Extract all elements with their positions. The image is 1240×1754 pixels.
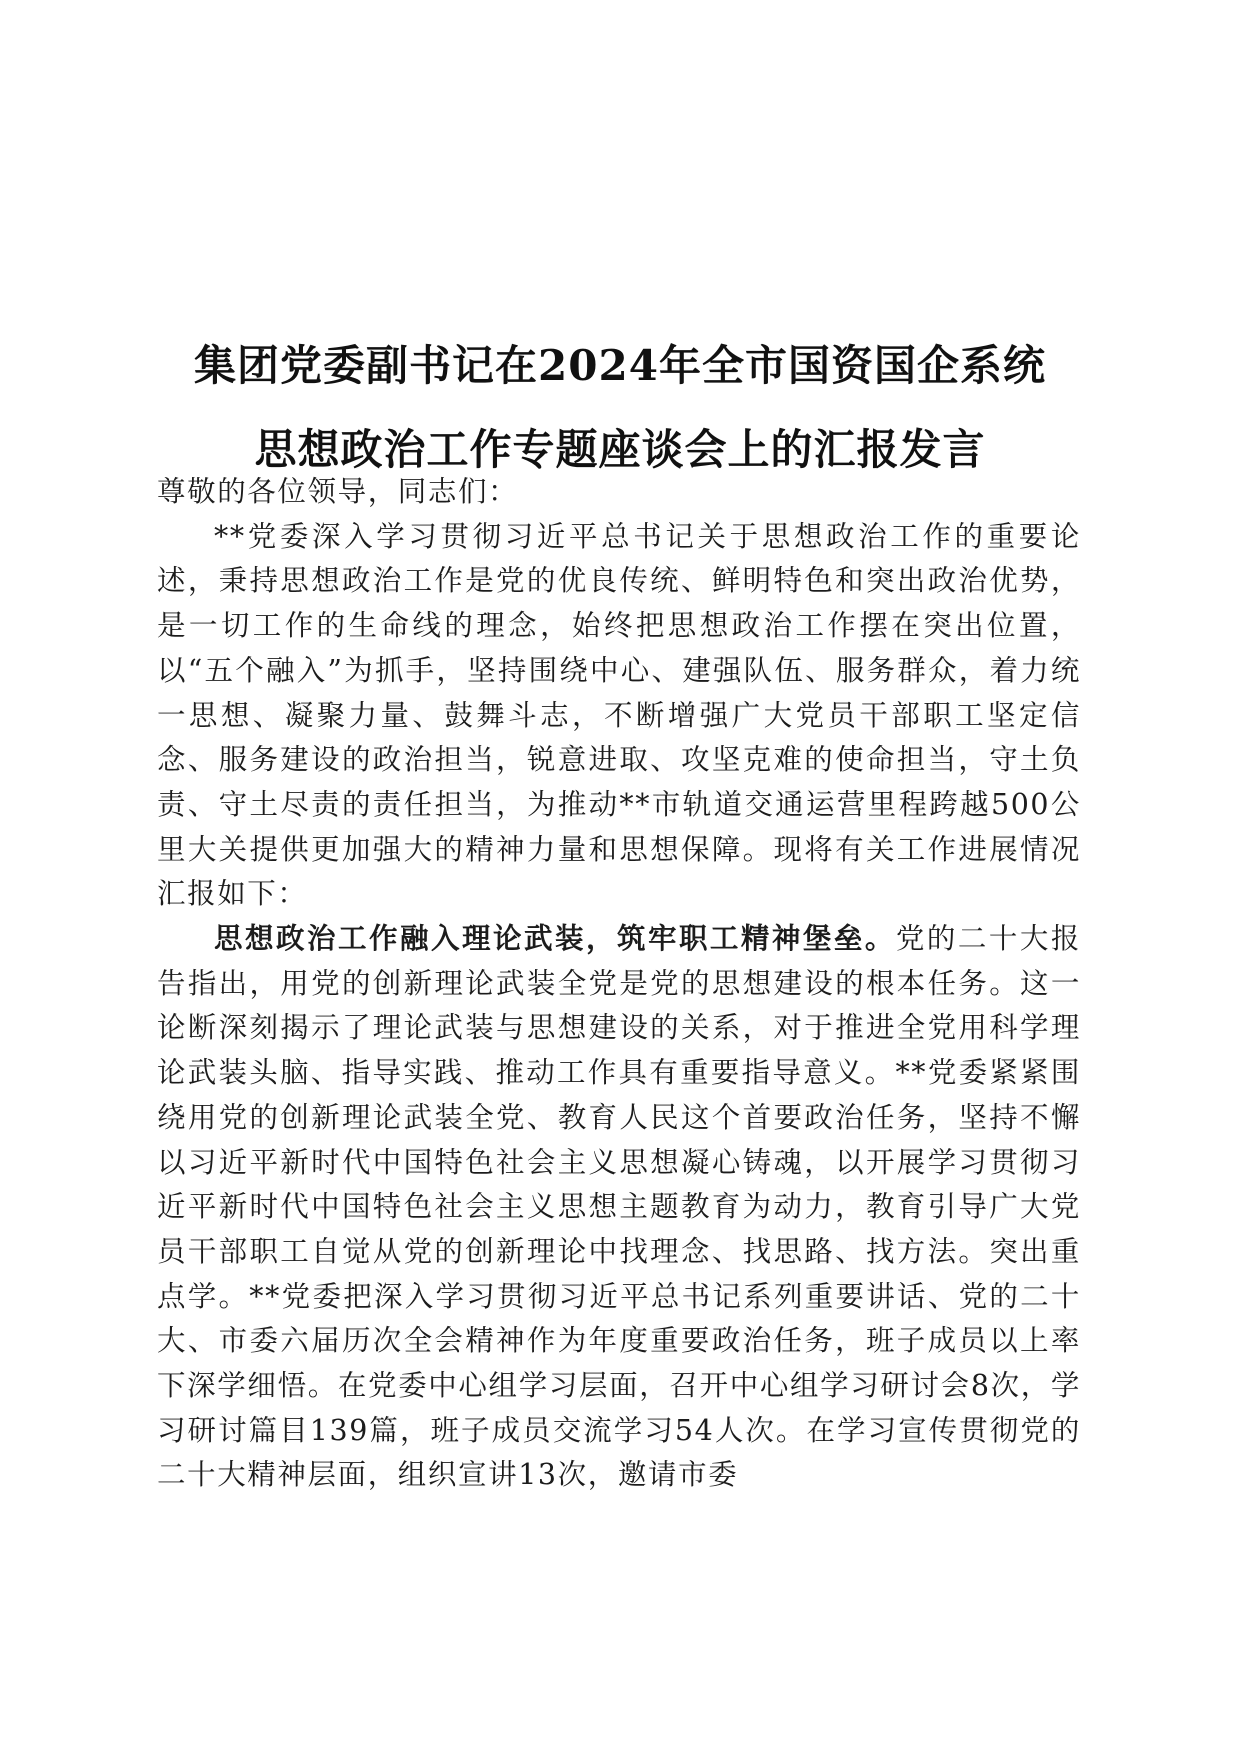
title-line-1: 集团党委副书记在2024年全市国资国企系统: [194, 341, 1046, 390]
salutation: 尊敬的各位领导，同志们：: [157, 475, 519, 508]
paragraph-section-1: [157, 917, 1081, 1498]
paragraph-intro: **党委深入学习贯彻习近平总书记关于思想政治工作的重要论述，秉持思想政治工作是党的优良传统、鲜明特色和突出政治优势，是一切工作的生命线的理念，始终把思想政治工作摆在突出位置，以“五个融入”为抓手，坚持围绕中心、建强队伍、服务群众，着力统一思想、凝聚力量、鼓舞斗志，不断增强广大党员干部职工坚定信念、服务建设的政治担当，锐意进取、攻坚克难的使命担当，守土负责、守土尽责的责任担当，为推动**市轨道交通运营里程跨越500公里大关提供更加强大的精神力量和思想保障。现将有关工作进展情况汇报如下：: [157, 519, 1081, 911]
title-line-2: 思想政治工作专题座谈会上的汇报发言: [254, 425, 986, 474]
section-body: 党的二十大报告指出，用党的创新理论武装全党是党的思想建设的根本任务。这一论断深刻揭示了理论武装与思想建设的关系，对于推进全党用科学理论武装头脑、指导实践、推动工作具有重要指导意义。**党委紧紧围绕用党的创新理论武装全党、教育人民这个首要政治任务，坚持不懈以习近平新时代中国特色社会主义思想凝心铸魂，以开展学习贯彻习近平新时代中国特色社会主义思想主题教育为动力，教育引导广大党员干部职工自觉从党的创新理论中找理念、找思路、找方法。突出重点学。**党委把深入学习贯彻习近平总书记系列重要讲话、党的二十大、市委六届历次全会精神作为年度重要政治任务，班子成员以上率下深学细悟。在党委中心组学习层面，召开中心组学习研讨会8次，学习研讨篇目139篇，班子成员交流学习54人次。在学习宣传贯彻党的二十大精神层面，组织宣讲13次，邀请市委: [157, 922, 1082, 1492]
document-title: [100, 324, 1140, 492]
section-heading: 思想政治工作融入理论武装，筑牢职工精神堡垒。: [214, 922, 896, 956]
document-body: [157, 470, 1081, 1498]
